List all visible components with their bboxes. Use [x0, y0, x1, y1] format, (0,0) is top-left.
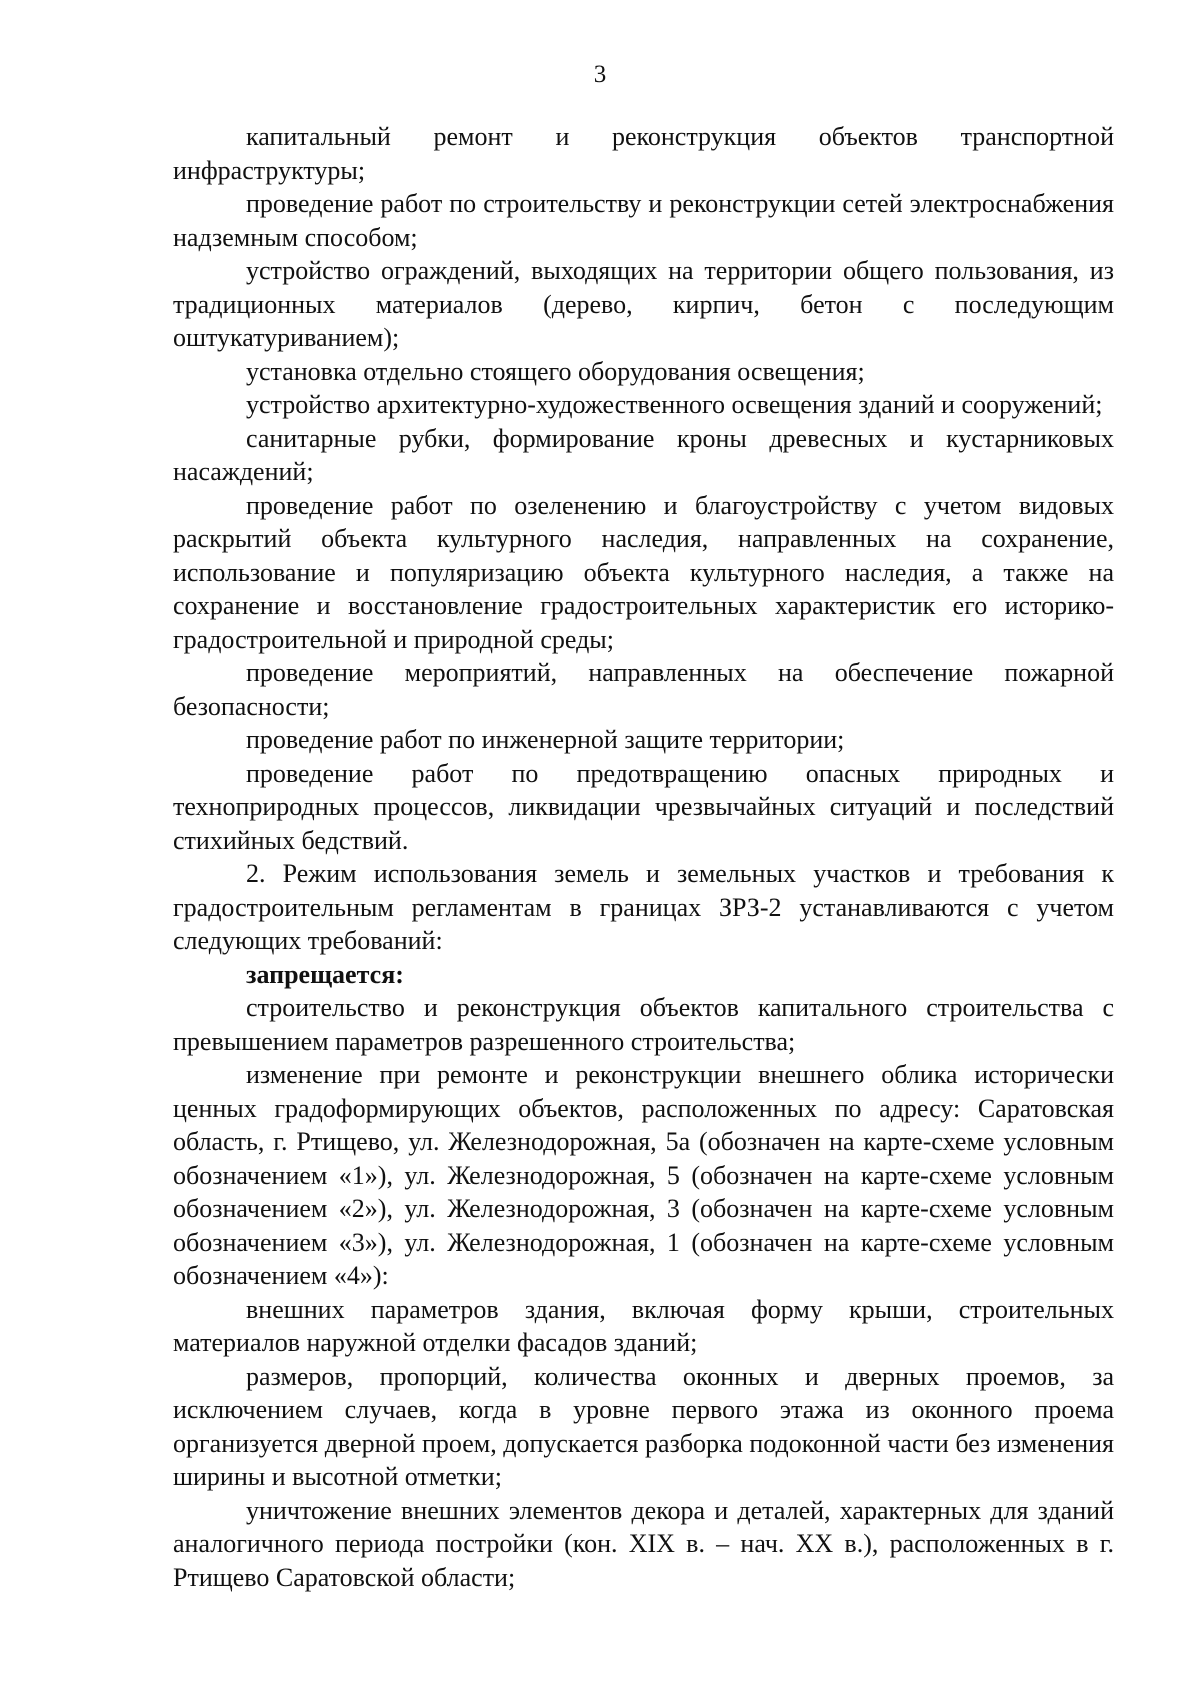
paragraph: строительство и реконструкция объектов капитального строительства с превышением параметров разрешенного строительства;: [173, 993, 1114, 1056]
paragraph: размеров, пропорций, количества оконных и дверных проемов, за исключением случаев, когда в уровне первого этажа из оконного проема организуется дверной проем, допускается разборка подоконной части без изменения ширины и высотной отметки;: [173, 1361, 1114, 1491]
page-number: 3: [593, 61, 607, 88]
document-body: [173, 120, 1114, 1594]
paragraph: внешних параметров здания, включая форму крыши, строительных материалов наружной отделки фасадов зданий;: [173, 1294, 1114, 1357]
paragraph: изменение при ремонте и реконструкции внешнего облика исторически ценных градоформирующих объектов, расположенных по адресу: Саратовская область, г. Ртищево, ул. Железнодорожная, 5а (обозначен на карте-схеме условным обозначением «1»), ул. Железнодорожная, 5 (обозначен на карте-схеме условным обозначением «2»), ул. Железнодорожная, 3 (обозначен на карте-схеме условным обозначением «3»), ул. Железнодорожная, 1 (обозначен на карте-схеме условным обозначением «4»):: [173, 1060, 1114, 1290]
paragraph: проведение работ по строительству и реконструкции сетей электроснабжения надземным способом;: [173, 189, 1114, 252]
paragraph: санитарные рубки, формирование кроны древесных и кустарниковых насаждений;: [173, 423, 1114, 486]
paragraph: устройство архитектурно-художественного освещения зданий и сооружений;: [246, 390, 1103, 419]
paragraph: проведение работ по озеленению и благоустройству с учетом видовых раскрытий объекта культурного наследия, направленных на сохранение, использование и популяризацию объекта культурного наследия, а также на сохранение и восстановление градостроительных характеристик его историко-градостроительной и природной среды;: [173, 490, 1114, 654]
paragraph: уничтожение внешних элементов декора и деталей, характерных для зданий аналогичного периода постройки (кон. XIX в. – нач. XX в.), расположенных в г. Ртищево Саратовской области;: [173, 1495, 1114, 1592]
paragraph: установка отдельно стоящего оборудования освещения;: [246, 356, 865, 386]
paragraph: устройство ограждений, выходящих на территории общего пользования, из традиционных материалов (дерево, кирпич, бетон с последующим оштукатуриванием);: [173, 256, 1114, 352]
paragraph: проведение работ по инженерной защите территории;: [246, 725, 845, 754]
prohibition-heading: запрещается:: [246, 959, 404, 989]
paragraph: проведение мероприятий, направленных на обеспечение пожарной безопасности;: [173, 658, 1114, 721]
paragraph: капитальный ремонт и реконструкция объектов транспортной инфраструктуры;: [173, 122, 1114, 185]
paragraph: проведение работ по предотвращению опасных природных и технoприродных процессов, ликвидации чрезвычайных ситуаций и последствий стихийных бедствий.: [173, 758, 1114, 855]
section-paragraph: 2. Режим использования земель и земельных участков и требования к градостроительным регламентам в границах ЗРЗ-2 устанавливаются с учетом следующих требований:: [173, 859, 1114, 955]
